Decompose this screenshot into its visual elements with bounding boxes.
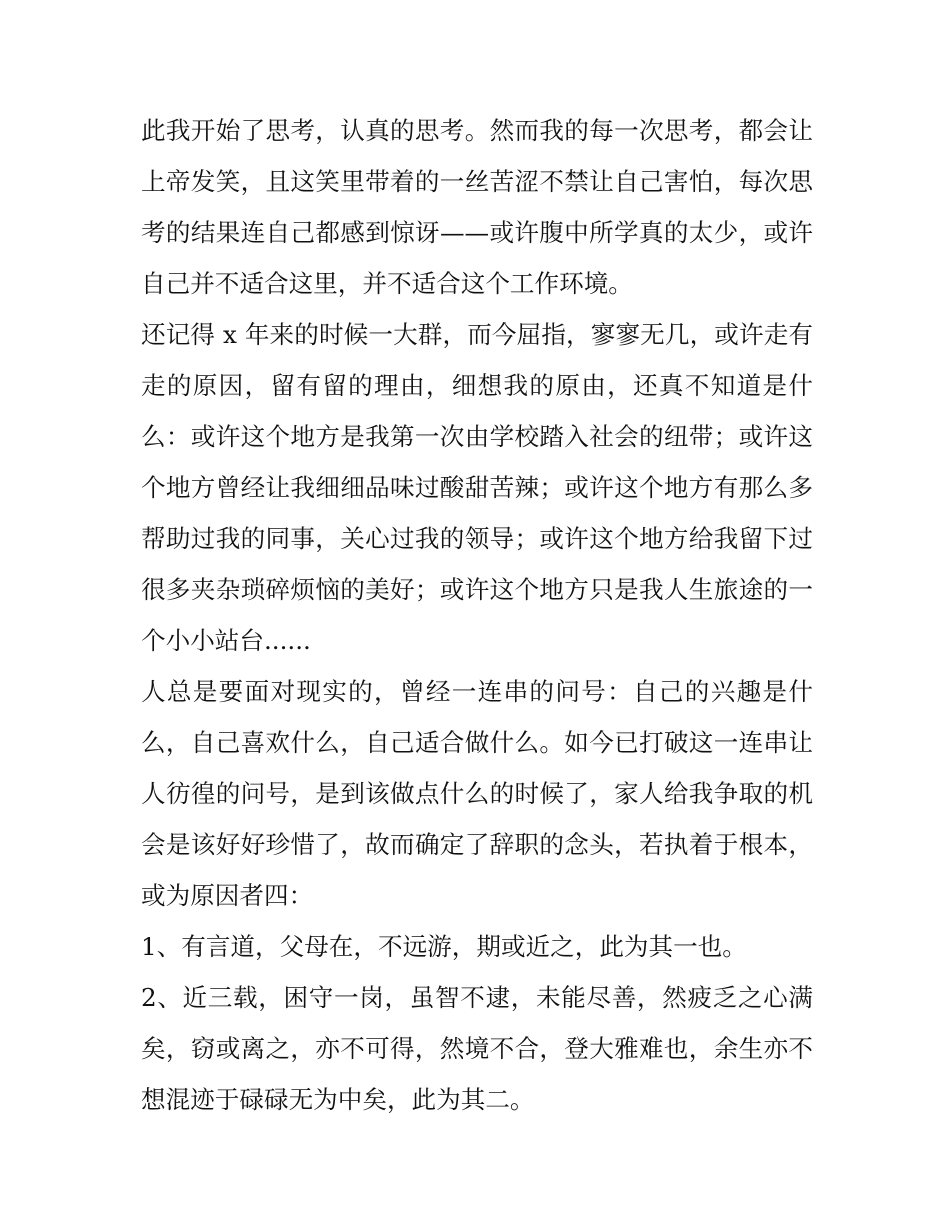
text-line: 考的结果连自己都感到惊讶——或许腹中所学真的太少，或许 <box>141 218 813 247</box>
paragraph-2 <box>141 309 813 666</box>
list-item-2 <box>141 972 813 1125</box>
text-line: 矣，窃或离之，亦不可得，然境不合，登大雅难也，余生亦不 <box>141 1034 813 1063</box>
text-line: 此我开始了思考，认真的思考。然而我的每一次思考，都会让 <box>141 116 813 145</box>
text-line: 上帝发笑，且这笑里带着的一丝苦涩不禁让自己害怕，每次思 <box>141 167 813 196</box>
text-line: 人彷徨的问号，是到该做点什么的时候了，家人给我争取的机 <box>141 779 813 808</box>
text-line: 还记得 x 年来的时候一大群，而今屈指，寥寥无几，或许走有 <box>141 320 813 349</box>
text-line: 么，自己喜欢什么，自己适合做什么。如今已打破这一连串让 <box>141 728 813 757</box>
paragraph-3 <box>141 666 813 921</box>
text-line: 个小小站台...... <box>141 626 311 655</box>
text-line: 自己并不适合这里，并不适合这个工作环境。 <box>141 269 633 298</box>
text-line: 会是该好好珍惜了，故而确定了辞职的念头，若执着于根本， <box>141 830 813 859</box>
text-line: 或为原因者四： <box>141 881 314 910</box>
text-line: 么：或许这个地方是我第一次由学校踏入社会的纽带；或许这 <box>141 422 813 451</box>
text-line: 想混迹于碌碌无为中矣，此为其二。 <box>141 1085 535 1114</box>
document-body <box>141 105 813 1125</box>
text-line: 很多夹杂琐碎烦恼的美好；或许这个地方只是我人生旅途的一 <box>141 575 813 604</box>
paragraph-1 <box>141 105 813 309</box>
text-line: 人总是要面对现实的，曾经一连串的问号：自己的兴趣是什 <box>141 677 813 706</box>
text-line: 个地方曾经让我细细品味过酸甜苦辣；或许这个地方有那么多 <box>141 473 813 502</box>
text-line: 1、有言道，父母在，不远游，期或近之，此为其一也。 <box>141 932 747 961</box>
text-line: 走的原因，留有留的理由，细想我的原由，还真不知道是什 <box>141 371 813 400</box>
list-item-1 <box>141 921 813 972</box>
text-line: 2、近三载，困守一岗，虽智不逮，未能尽善，然疲乏之心满 <box>141 983 813 1012</box>
text-line: 帮助过我的同事，关心过我的领导；或许这个地方给我留下过 <box>141 524 813 553</box>
